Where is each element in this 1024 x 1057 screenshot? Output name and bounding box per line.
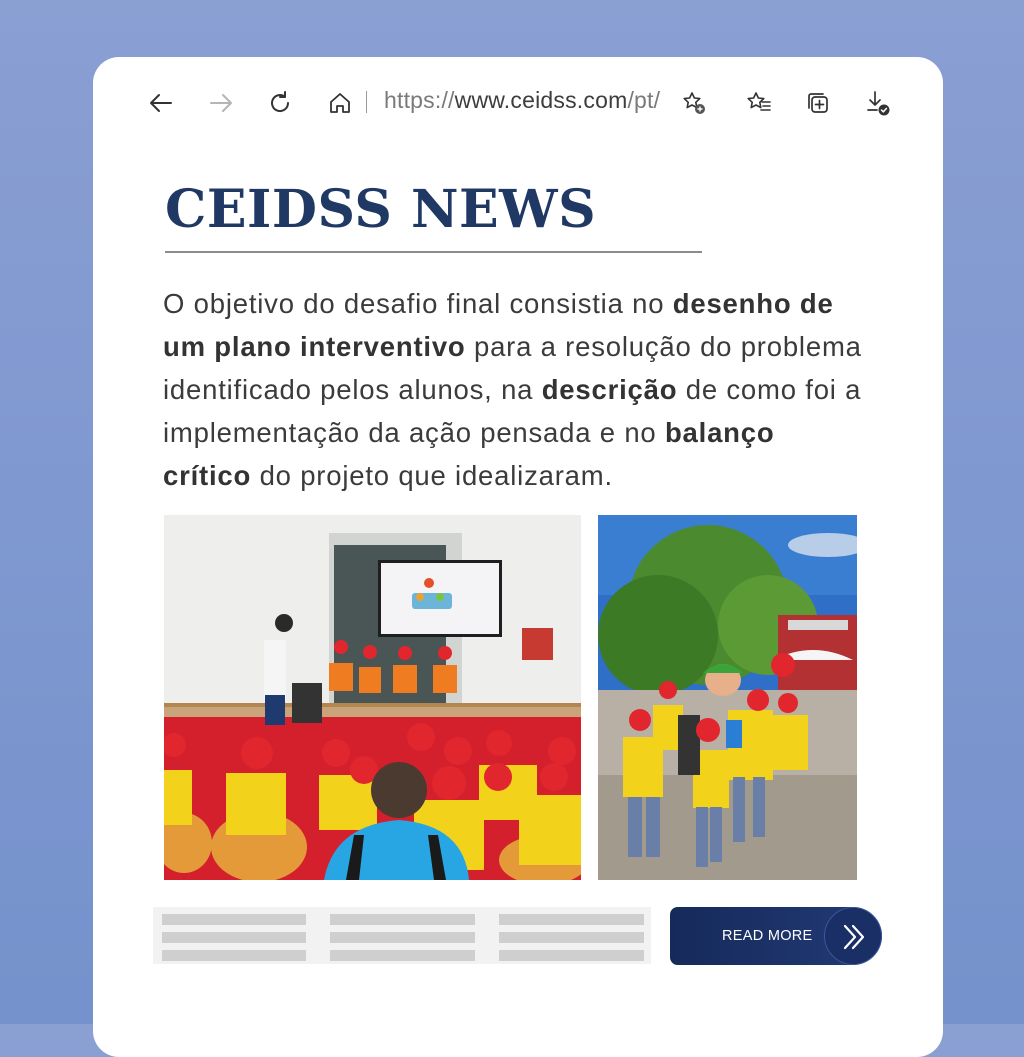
title-divider — [165, 251, 702, 253]
favorites-icon[interactable] — [745, 89, 773, 117]
read-more-label: READ MORE — [722, 928, 813, 944]
read-more-button[interactable] — [670, 907, 882, 965]
toolbar-separator — [366, 91, 367, 113]
paragraph-bold-text: desenho de um plano interventivo — [163, 288, 834, 362]
paragraph-bold-text: balanço crítico — [163, 417, 775, 491]
stage-presentation-photo — [164, 515, 581, 880]
placeholder-bar — [162, 932, 306, 943]
browser-window — [93, 57, 943, 1057]
page-title: CEIDSS NEWS — [165, 179, 597, 240]
placeholder-bar — [330, 932, 475, 943]
placeholder-bar — [162, 914, 306, 925]
article-paragraph — [163, 282, 868, 497]
double-chevron-right-icon — [839, 922, 869, 952]
paragraph-bold-text: descrição — [541, 374, 678, 405]
downloads-icon[interactable] — [863, 89, 891, 117]
placeholder-bar — [499, 914, 644, 925]
placeholder-bar — [330, 914, 475, 925]
collections-icon[interactable] — [804, 89, 832, 117]
refresh-icon[interactable] — [266, 89, 294, 117]
browser-toolbar — [93, 57, 943, 149]
placeholder-bar — [162, 950, 306, 961]
url-scheme: https:// — [384, 87, 455, 113]
placeholder-bar — [499, 932, 644, 943]
paragraph-text: O objetivo do desafio final consistia no — [163, 288, 673, 319]
read-more-arrow-circle[interactable] — [824, 907, 882, 965]
paragraph-text: de como foi a implementação da ação pensada e no — [163, 374, 862, 448]
paragraph-text: do projeto que idealizaram. — [251, 460, 613, 491]
placeholder-bar — [330, 950, 475, 961]
url-host: www.ceidss.com — [454, 87, 628, 113]
home-icon[interactable] — [326, 89, 354, 117]
url-path: /pt/ — [627, 87, 661, 113]
address-bar[interactable] — [384, 87, 660, 114]
add-favorite-icon[interactable] — [680, 89, 708, 117]
paragraph-text: para a resolução do problema identificado pelos alunos, na — [163, 331, 862, 405]
forward-arrow-icon[interactable] — [207, 89, 235, 117]
placeholder-bar — [499, 950, 644, 961]
text-placeholder-block — [153, 907, 651, 964]
back-arrow-icon[interactable] — [147, 89, 175, 117]
outdoor-group-photo — [598, 515, 857, 880]
